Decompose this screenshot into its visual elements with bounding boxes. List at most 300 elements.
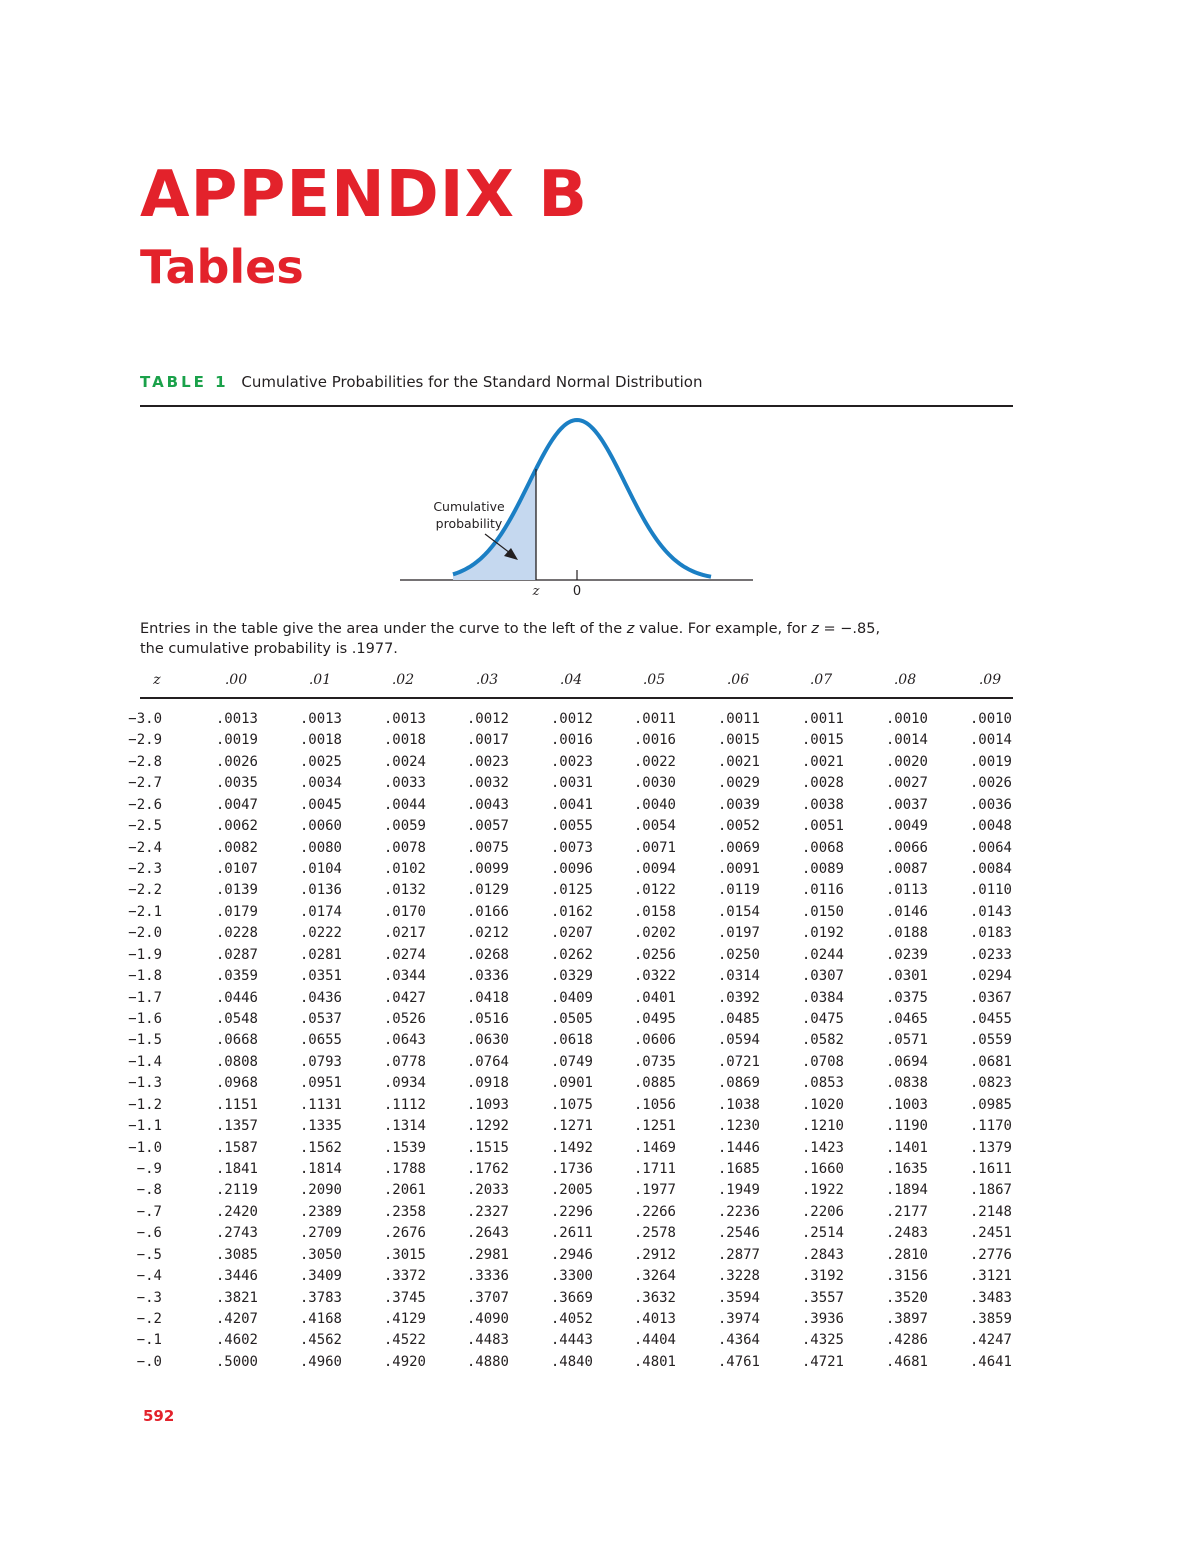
probability-cell: .0102 — [383, 861, 426, 877]
probability-cell: .0968 — [215, 1075, 258, 1092]
probability-cell: .0082 — [215, 839, 258, 856]
probability-cell: .3409 — [299, 1268, 342, 1285]
z-value-cell: −.1 — [136, 1332, 162, 1349]
probability-cell: .4522 — [383, 1332, 426, 1349]
probability-cell: .4286 — [885, 1332, 928, 1349]
probability-cell: .2327 — [466, 1203, 509, 1220]
probability-cell: .1977 — [633, 1182, 676, 1199]
probability-cell: .0047 — [215, 796, 258, 813]
probability-cell: .0033 — [383, 775, 426, 792]
probability-cell: .0089 — [801, 861, 844, 877]
probability-cell: .0019 — [969, 753, 1012, 770]
probability-cell: .1515 — [466, 1139, 509, 1156]
probability-cell: .0027 — [885, 775, 928, 792]
z-value-cell: −.6 — [136, 1225, 162, 1242]
probability-cell: .4801 — [633, 1353, 676, 1370]
probability-cell: .4721 — [801, 1353, 844, 1370]
probability-cell: .4404 — [633, 1332, 676, 1349]
probability-cell: .1075 — [550, 1096, 593, 1113]
table-row — [136, 1353, 1013, 1375]
probability-cell: .0329 — [550, 968, 593, 985]
probability-cell: .0217 — [383, 925, 426, 942]
probability-cell: .0162 — [550, 903, 593, 920]
probability-cell: .0150 — [801, 903, 844, 920]
z-value-cell: −1.7 — [128, 989, 162, 1006]
probability-cell: .0075 — [466, 839, 509, 856]
probability-cell: .0040 — [633, 796, 676, 813]
appendix-title: APPENDIX B — [140, 158, 588, 232]
probability-cell: .0212 — [466, 925, 509, 942]
table-row — [136, 1182, 1013, 1203]
z-value-cell: −1.0 — [128, 1139, 162, 1156]
probability-cell: .0039 — [717, 796, 760, 813]
z-value-cell: −1.1 — [128, 1118, 162, 1135]
probability-cell: .0035 — [215, 775, 258, 792]
probability-cell: .0735 — [633, 1053, 676, 1070]
z-value-cell: −.3 — [136, 1289, 162, 1306]
probability-cell: .0080 — [299, 839, 342, 856]
probability-cell: .2358 — [383, 1203, 426, 1220]
probability-cell: .2578 — [633, 1225, 676, 1242]
probability-cell: .0122 — [633, 882, 676, 899]
probability-cell: .0034 — [299, 775, 342, 792]
probability-cell: .0017 — [466, 732, 509, 749]
probability-cell: .0096 — [550, 861, 593, 877]
probability-cell: .0023 — [550, 753, 593, 770]
probability-cell: .0228 — [215, 925, 258, 942]
probability-cell: .0132 — [383, 882, 426, 899]
probability-cell: .3897 — [885, 1311, 928, 1328]
probability-cell: .1335 — [299, 1118, 342, 1135]
probability-cell: .0113 — [885, 882, 928, 899]
probability-cell: .0643 — [383, 1032, 426, 1049]
probability-cell: .0021 — [801, 753, 844, 770]
table-row — [136, 1332, 1013, 1353]
probability-cell: .0244 — [801, 946, 844, 963]
probability-cell: .0030 — [633, 775, 676, 792]
probability-cell: .0116 — [801, 882, 844, 899]
probability-cell: .4168 — [299, 1311, 342, 1328]
probability-cell: .0409 — [550, 989, 593, 1006]
probability-cell: .0262 — [550, 946, 593, 963]
header-col: .08 — [893, 672, 917, 688]
probability-cell: .1446 — [717, 1139, 760, 1156]
probability-cell: .3520 — [885, 1289, 928, 1306]
z-value-cell: −2.6 — [128, 796, 162, 813]
probability-cell: .0028 — [801, 775, 844, 792]
z-value-cell: −1.8 — [128, 968, 162, 985]
probability-cell: .1788 — [383, 1161, 426, 1178]
zero-label: 0 — [572, 584, 582, 599]
probability-cell: .0571 — [885, 1032, 928, 1049]
probability-cell: .4207 — [215, 1311, 258, 1328]
probability-cell: .0336 — [466, 968, 509, 985]
table-row — [128, 1075, 1013, 1096]
probability-cell: .1251 — [633, 1118, 676, 1135]
probability-cell: .0192 — [801, 925, 844, 942]
probability-cell: .0013 — [383, 711, 426, 727]
probability-cell: .0708 — [801, 1053, 844, 1070]
appendix-subtitle: Tables — [140, 240, 304, 294]
probability-cell: .0012 — [550, 711, 593, 727]
probability-cell: .5000 — [215, 1353, 258, 1370]
z-value-cell: −.4 — [136, 1268, 162, 1285]
probability-cell: .0436 — [299, 989, 342, 1006]
header-col: .00 — [224, 672, 248, 688]
probability-cell: .0013 — [215, 711, 258, 727]
probability-cell: .2236 — [717, 1203, 760, 1220]
probability-cell: .0032 — [466, 775, 509, 792]
probability-cell: .2296 — [550, 1203, 593, 1220]
probability-cell: .2033 — [466, 1182, 509, 1199]
probability-cell: .2061 — [383, 1182, 426, 1199]
probability-cell: .0793 — [299, 1053, 342, 1070]
probability-cell: .3085 — [215, 1246, 258, 1263]
probability-cell: .0036 — [969, 796, 1012, 813]
probability-cell: .2709 — [299, 1225, 342, 1242]
probability-cell: .0136 — [299, 882, 342, 899]
probability-cell: .0268 — [466, 946, 509, 963]
probability-cell: .4052 — [550, 1311, 593, 1328]
probability-cell: .2177 — [885, 1203, 928, 1220]
probability-cell: .2546 — [717, 1225, 760, 1242]
probability-cell: .0885 — [633, 1075, 676, 1092]
table-row — [128, 775, 1013, 796]
probability-cell: .0778 — [383, 1053, 426, 1070]
table-row — [128, 818, 1013, 839]
table-header-row — [140, 672, 1013, 693]
probability-cell: .0024 — [383, 753, 426, 770]
z-value-cell: −.7 — [136, 1203, 162, 1220]
probability-cell: .0359 — [215, 968, 258, 985]
probability-cell: .1867 — [969, 1182, 1012, 1199]
probability-cell: .4325 — [801, 1332, 844, 1349]
probability-cell: .0026 — [215, 753, 258, 770]
probability-cell: .4920 — [383, 1353, 426, 1370]
probability-cell: .1423 — [801, 1139, 844, 1156]
probability-cell: .1841 — [215, 1161, 258, 1178]
probability-cell: .2119 — [215, 1182, 258, 1199]
probability-cell: .0049 — [885, 818, 928, 835]
probability-cell: .0582 — [801, 1032, 844, 1049]
probability-cell: .2643 — [466, 1225, 509, 1242]
cumulative-label-line2: probability — [435, 516, 503, 531]
table-row — [136, 1225, 1013, 1246]
table-row — [128, 903, 1013, 925]
probability-cell: .1151 — [215, 1096, 258, 1113]
probability-cell: .0013 — [299, 711, 342, 727]
probability-cell: .0951 — [299, 1075, 342, 1092]
probability-cell: .0154 — [717, 903, 760, 920]
probability-cell: .0018 — [299, 732, 342, 749]
z-value-cell: −2.5 — [128, 818, 162, 835]
probability-cell: .0985 — [969, 1096, 1012, 1113]
probability-cell: .0022 — [633, 753, 676, 770]
probability-cell: .0037 — [885, 796, 928, 813]
probability-cell: .0681 — [969, 1053, 1012, 1070]
probability-cell: .0485 — [717, 1011, 760, 1028]
probability-cell: .1401 — [885, 1139, 928, 1156]
probability-cell: .0054 — [633, 818, 676, 835]
probability-cell: .0018 — [383, 732, 426, 749]
z-value-cell: −2.9 — [128, 732, 162, 749]
z-value-cell: −2.4 — [128, 839, 162, 856]
probability-cell: .0222 — [299, 925, 342, 942]
probability-cell: .0014 — [969, 732, 1012, 749]
probability-cell: .0041 — [550, 796, 593, 813]
probability-cell: .0026 — [969, 775, 1012, 792]
probability-cell: .1539 — [383, 1139, 426, 1156]
probability-cell: .1711 — [633, 1161, 676, 1178]
z-value-cell: −.8 — [136, 1182, 162, 1199]
probability-cell: .0094 — [633, 861, 676, 877]
probability-cell: .3300 — [550, 1268, 593, 1285]
probability-cell: .1611 — [969, 1161, 1012, 1178]
z-value-cell: −2.2 — [128, 882, 162, 899]
table-label: TABLE 1 — [140, 373, 229, 391]
probability-cell: .0069 — [717, 839, 760, 856]
probability-cell: .0427 — [383, 989, 426, 1006]
probability-cell: .4562 — [299, 1332, 342, 1349]
probability-cell: .0110 — [969, 882, 1012, 899]
probability-cell: .0853 — [801, 1075, 844, 1092]
probability-cell: .0322 — [633, 968, 676, 985]
header-col: .09 — [978, 672, 1002, 688]
probability-cell: .0197 — [717, 925, 760, 942]
probability-cell: .0011 — [633, 711, 676, 727]
probability-cell: .2451 — [969, 1225, 1012, 1242]
table-row — [136, 1289, 1013, 1311]
probability-cell: .2946 — [550, 1246, 593, 1263]
probability-cell: .4641 — [969, 1353, 1012, 1370]
probability-cell: .0367 — [969, 989, 1012, 1006]
probability-cell: .0016 — [633, 732, 676, 749]
probability-cell: .0071 — [633, 839, 676, 856]
table-row — [128, 989, 1013, 1011]
probability-cell: .0038 — [801, 796, 844, 813]
probability-cell: .1038 — [717, 1096, 760, 1113]
table-description — [140, 619, 1013, 659]
probability-cell: .0104 — [299, 861, 342, 877]
probability-cell: .0281 — [299, 946, 342, 963]
probability-cell: .4247 — [969, 1332, 1012, 1349]
probability-cell: .0630 — [466, 1032, 509, 1049]
header-col: .01 — [308, 672, 332, 688]
probability-cell: .1056 — [633, 1096, 676, 1113]
probability-cell: .4013 — [633, 1311, 676, 1328]
probability-cell: .0019 — [215, 732, 258, 749]
probability-cell: .0091 — [717, 861, 760, 877]
probability-cell: .0287 — [215, 946, 258, 963]
probability-cell: .1587 — [215, 1139, 258, 1156]
probability-cell: .4443 — [550, 1332, 593, 1349]
probability-cell: .0559 — [969, 1032, 1012, 1049]
probability-cell: .4602 — [215, 1332, 258, 1349]
probability-cell: .3557 — [801, 1289, 844, 1306]
probability-cell: .2266 — [633, 1203, 676, 1220]
probability-cell: .0020 — [885, 753, 928, 770]
probability-cell: .2206 — [801, 1203, 844, 1220]
probability-cell: .4090 — [466, 1311, 509, 1328]
probability-cell: .2776 — [969, 1246, 1012, 1263]
table-title: Cumulative Probabilities for the Standard Normal Distribution — [241, 373, 703, 391]
probability-cell: .0918 — [466, 1075, 509, 1092]
probability-cell: .3446 — [215, 1268, 258, 1285]
probability-cell: .3050 — [299, 1246, 342, 1263]
probability-cell: .0084 — [969, 861, 1012, 877]
header-col: .06 — [726, 672, 750, 688]
probability-cell: .4840 — [550, 1353, 593, 1370]
probability-cell: .1003 — [885, 1096, 928, 1113]
probability-cell: .0064 — [969, 839, 1012, 856]
probability-cell: .0129 — [466, 882, 509, 899]
z-value-cell: −2.3 — [128, 861, 162, 877]
probability-cell: .0051 — [801, 818, 844, 835]
probability-cell: .0188 — [885, 925, 928, 942]
probability-cell: .3783 — [299, 1289, 342, 1306]
probability-cell: .0087 — [885, 861, 928, 877]
probability-cell: .1894 — [885, 1182, 928, 1199]
probability-cell: .0010 — [885, 711, 928, 727]
table-row — [128, 946, 1013, 968]
probability-cell: .3669 — [550, 1289, 593, 1306]
desc-text-1: Entries in the table give the area under the curve to the left of the — [140, 621, 627, 637]
table-row — [128, 1139, 1013, 1161]
probability-cell: .0314 — [717, 968, 760, 985]
probability-cell: .0021 — [717, 753, 760, 770]
probability-cell: .2877 — [717, 1246, 760, 1263]
probability-cell: .3632 — [633, 1289, 676, 1306]
probability-cell: .3594 — [717, 1289, 760, 1306]
normal-curve-graphic — [395, 410, 755, 600]
probability-cell: .0307 — [801, 968, 844, 985]
probability-cell: .0078 — [383, 839, 426, 856]
probability-cell: .1685 — [717, 1161, 760, 1178]
probability-cell: .2611 — [550, 1225, 593, 1242]
z-value-cell: −2.1 — [128, 903, 162, 920]
probability-cell: .3821 — [215, 1289, 258, 1306]
probability-cell: .0401 — [633, 989, 676, 1006]
probability-cell: .1922 — [801, 1182, 844, 1199]
probability-cell: .0023 — [466, 753, 509, 770]
probability-cell: .0351 — [299, 968, 342, 985]
probability-cell: .3228 — [717, 1268, 760, 1285]
probability-cell: .4129 — [383, 1311, 426, 1328]
probability-cell: .1492 — [550, 1139, 593, 1156]
desc-z-var: z — [626, 621, 635, 637]
probability-cell: .4960 — [299, 1353, 342, 1370]
table-row — [128, 839, 1013, 861]
probability-cell: .0418 — [466, 989, 509, 1006]
probability-cell: .0934 — [383, 1075, 426, 1092]
probability-cell: .0119 — [717, 882, 760, 899]
table-row — [136, 1246, 1013, 1268]
probability-cell: .0025 — [299, 753, 342, 770]
probability-cell: .0721 — [717, 1053, 760, 1070]
probability-cell: .0139 — [215, 882, 258, 899]
probability-cell: .0668 — [215, 1032, 258, 1049]
probability-cell: .3745 — [383, 1289, 426, 1306]
z-value-cell: −1.9 — [128, 946, 162, 963]
probability-cell: .0823 — [969, 1075, 1012, 1092]
table-row — [128, 1096, 1013, 1118]
z-value-cell: −1.6 — [128, 1011, 162, 1028]
probability-cell: .1660 — [801, 1161, 844, 1178]
probability-cell: .2483 — [885, 1225, 928, 1242]
probability-cell: .2810 — [885, 1246, 928, 1263]
probability-cell: .4681 — [885, 1353, 928, 1370]
z-value-cell: −2.7 — [128, 775, 162, 792]
probability-cell: .3372 — [383, 1268, 426, 1285]
table-row — [128, 1032, 1013, 1053]
probability-cell: .0548 — [215, 1011, 258, 1028]
z-value-cell: −.5 — [136, 1246, 162, 1263]
z-value-cell: −1.3 — [128, 1075, 162, 1092]
probability-cell: .3707 — [466, 1289, 509, 1306]
probability-cell: .0465 — [885, 1011, 928, 1028]
probability-cell: .0392 — [717, 989, 760, 1006]
probability-cell: .0207 — [550, 925, 593, 942]
probability-cell: .0901 — [550, 1075, 593, 1092]
probability-cell: .0375 — [885, 989, 928, 1006]
header-col: .04 — [559, 672, 583, 688]
probability-cell: .1170 — [969, 1118, 1012, 1135]
probability-cell: .0146 — [885, 903, 928, 920]
probability-cell: .0594 — [717, 1032, 760, 1049]
z-value-cell: −1.2 — [128, 1096, 162, 1113]
probability-cell: .2743 — [215, 1225, 258, 1242]
probability-cell: .0048 — [969, 818, 1012, 835]
z-value-cell: −2.0 — [128, 925, 162, 942]
z-value-cell: −1.5 — [128, 1032, 162, 1049]
probability-cell: .2420 — [215, 1203, 258, 1220]
table-row — [128, 1118, 1013, 1139]
desc-z-var-2: z — [811, 621, 819, 637]
probability-cell: .0526 — [383, 1011, 426, 1028]
header-col: .02 — [391, 672, 415, 688]
probability-cell: .4364 — [717, 1332, 760, 1349]
probability-cell: .0062 — [215, 818, 258, 835]
probability-cell: .0446 — [215, 989, 258, 1006]
probability-cell: .0057 — [466, 818, 509, 835]
cumulative-label-line1: Cumulative — [433, 499, 505, 514]
probability-cell: .1562 — [299, 1139, 342, 1156]
probability-cell: .0170 — [383, 903, 426, 920]
table-row — [136, 1268, 1013, 1289]
probability-cell: .0495 — [633, 1011, 676, 1028]
probability-cell: .0044 — [383, 796, 426, 813]
table-row — [128, 732, 1013, 753]
probability-cell: .0274 — [383, 946, 426, 963]
probability-cell: .1112 — [383, 1096, 426, 1113]
probability-cell: .1230 — [717, 1118, 760, 1135]
table-row — [128, 1053, 1013, 1075]
probability-cell: .2514 — [801, 1225, 844, 1242]
desc-text-3: = −.85, — [818, 621, 881, 637]
probability-cell: .2981 — [466, 1246, 509, 1263]
probability-cell: .2005 — [550, 1182, 593, 1199]
probability-cell: .0052 — [717, 818, 760, 835]
probability-cell: .0869 — [717, 1075, 760, 1092]
probability-cell: .0233 — [969, 946, 1012, 963]
probability-cell: .1190 — [885, 1118, 928, 1135]
probability-cell: .0808 — [215, 1053, 258, 1070]
probability-cell: .0384 — [801, 989, 844, 1006]
header-col: .07 — [809, 672, 833, 688]
z-value-cell: −.0 — [136, 1353, 162, 1370]
probability-cell: .0015 — [717, 732, 760, 749]
probability-cell: .0068 — [801, 839, 844, 856]
